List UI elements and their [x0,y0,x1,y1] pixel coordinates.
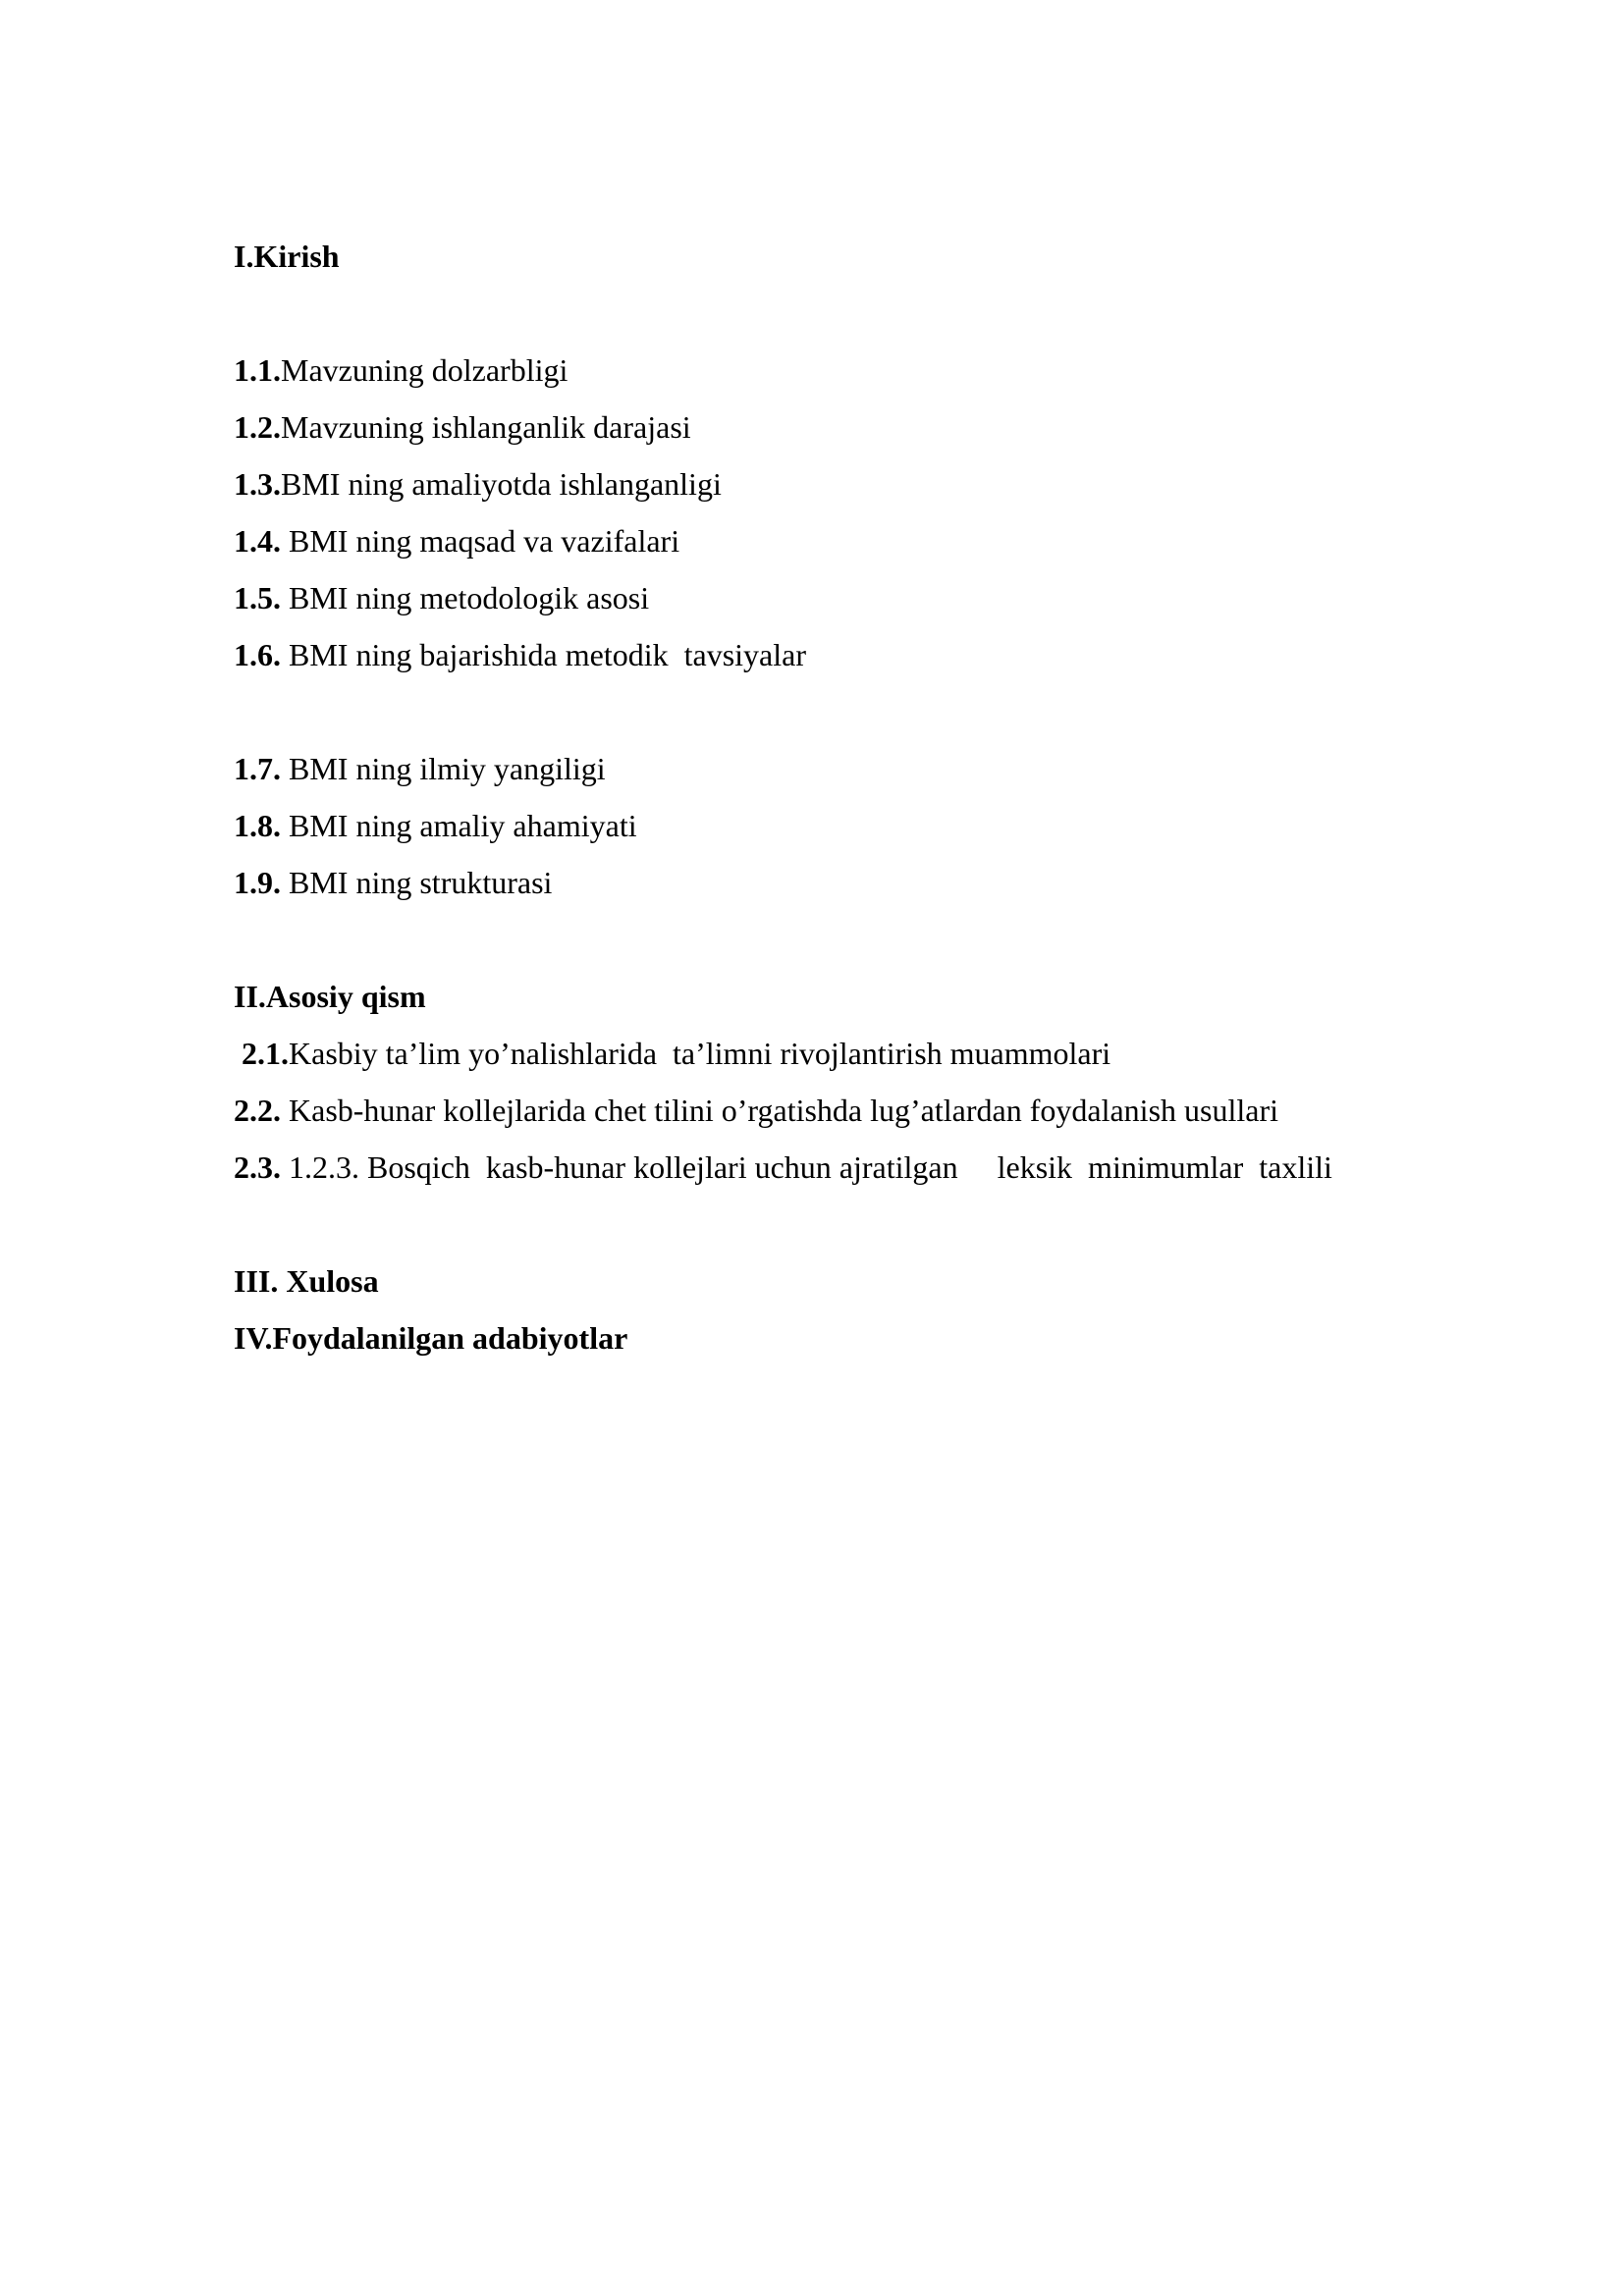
toc-item-title: BMI ning metodologik asosi [281,580,650,615]
toc-item-number: 2.3. [234,1149,281,1185]
toc-item-title: BMI ning strukturasi [281,865,553,900]
toc-item-number: 1.3. [234,466,281,502]
toc-item-1-5 [234,569,1451,626]
toc-item-number: 1.5. [234,580,281,615]
toc-item-1-2 [234,399,1451,455]
toc-item-number: 1.1. [234,352,281,388]
toc-item-title: Mavzuning ishlanganlik darajasi [281,409,691,445]
toc-item-2-2 [234,1082,1451,1139]
toc-item-1-1 [234,342,1451,399]
toc-item-1-3 [234,455,1451,512]
spacer [234,1196,1451,1253]
spacer [234,285,1451,342]
toc-item-number: 1.2. [234,409,281,445]
toc-item-number: 2.1. [242,1036,289,1071]
toc-item-title: BMI ning amaliy ahamiyati [281,808,637,843]
section-heading-main-part: II.Asosiy qism [234,979,426,1014]
toc-item-title: BMI ning amaliyotda ishlanganligi [281,466,722,502]
toc-item-2-1 [234,1025,1451,1082]
spacer [234,911,1451,968]
table-of-contents [234,228,1451,1366]
toc-item-1-7 [234,740,1451,797]
toc-item-2-3 [234,1139,1451,1196]
section-heading-conclusion: III. Xulosa [234,1263,379,1299]
toc-item-1-9 [234,854,1451,911]
toc-item-number: 2.2. [234,1093,281,1128]
section-heading-references: IV.Foydalanilgan adabiyotlar [234,1320,628,1356]
toc-item-title: BMI ning bajarishida metodik tavsiyalar [281,637,806,672]
toc-item-1-4 [234,512,1451,569]
toc-item-1-8 [234,797,1451,854]
toc-item-title: BMI ning maqsad va vazifalari [281,523,680,559]
toc-item-number: 1.7. [234,751,281,786]
spacer [234,683,1451,740]
toc-item-title: Mavzuning dolzarbligi [281,352,568,388]
toc-item-title: Kasbiy ta’lim yo’nalishlarida ta’limni rivojlantirish muammolari [289,1036,1111,1071]
toc-item-1-6 [234,626,1451,683]
toc-item-number: 1.4. [234,523,281,559]
toc-item-number: 1.6. [234,637,281,672]
toc-item-title: BMI ning ilmiy yangiligi [281,751,606,786]
toc-item-number: 1.9. [234,865,281,900]
toc-item-title: 1.2.3. Bosqich kasb-hunar kollejlari uchun ajratilgan leksik minimumlar taxlili [281,1149,1332,1185]
section-heading-introduction: I.Kirish [234,239,340,274]
toc-item-title: Kasb-hunar kollejlarida chet tilini o’rgatishda lug’atlardan foydalanish usullari [281,1093,1278,1128]
toc-item-number: 1.8. [234,808,281,843]
